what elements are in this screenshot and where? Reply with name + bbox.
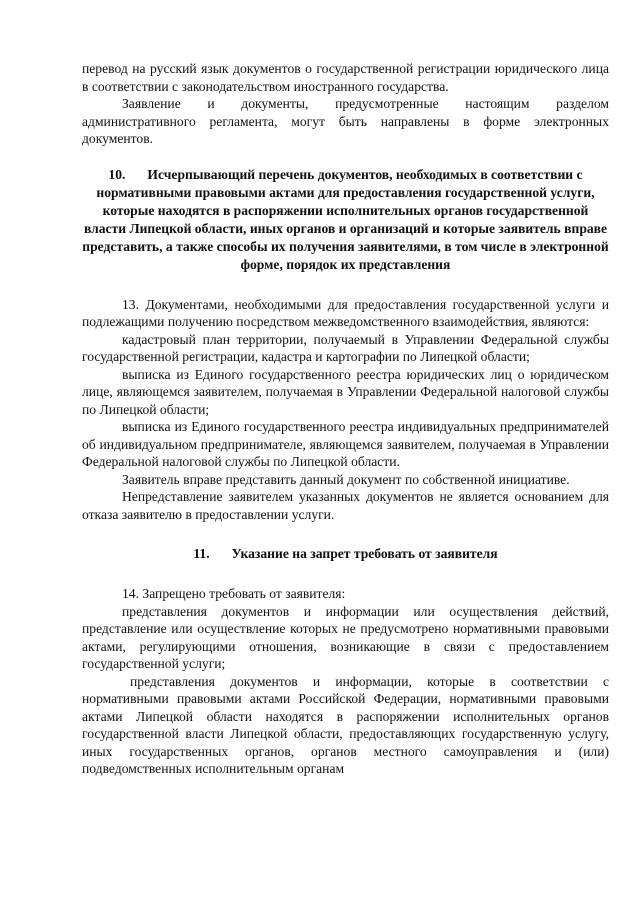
paragraph-14: 14. Запрещено требовать от заявителя: — [122, 586, 346, 601]
document-body — [82, 60, 609, 778]
list-item-prohibited-information: представления документов и информации, которые в соответствии с нормативными правовыми актами Российской Федерации, нормативными правовыми актами Липецкой области находятся в распоряжении исполнительных органов государственной власти Липецкой области, предоставляющих государственную услугу, иных государственных органов, органов местного самоуправления и (или) подведомственных исполнительным органам — [82, 673, 609, 776]
list-item-cadastral-plan: кадастровый план территории, получаемый в Управлении Федеральной службы государственной регистрации, кадастра и картографии по Липецкой области; — [82, 331, 609, 364]
section-10-heading — [82, 166, 609, 274]
section-11-heading — [82, 545, 609, 563]
section-11-number: 11. — [193, 546, 210, 561]
list-item-egrul-extract: выписка из Единого государственного реестра юридических лиц о юридическом лице, являющемся заявителем, получаемая в Управлении Федеральной налоговой службы по Липецкой области; — [82, 366, 609, 417]
section-10-title: Исчерпывающий перечень документов, необходимых в соответствии с нормативными правовыми актами для предоставления государственной услуги, которые находятся в распоряжении исполнительных органов государственной власти Липецкой области, иных органов и организаций и которые заявитель вправе представить, а также способы их получения заявителями, в том числе в электронной форме, порядок их представления — [82, 166, 609, 272]
paragraph-13: 13. Документами, необходимыми для предоставления государственной услуги и подлежащими получению посредством межведомственного взаимодействия, являются: — [82, 296, 609, 329]
paragraph-applicant-right: Заявитель вправе представить данный документ по собственной инициативе. — [122, 471, 570, 487]
paragraph-electronic-docs: Заявление и документы, предусмотренные настоящим разделом административного регламента, могут быть направлены в форме электронных документов. — [82, 96, 609, 146]
section-10-number: 10. — [108, 166, 126, 182]
list-item-prohibited-documents: представления документов и информации или осуществления действий, представление или осуществление которых не предусмотрено нормативными правовыми актами, регулирующими отношения, возникающие в связи с предоставлением государственной услуги; — [82, 603, 609, 671]
paragraph-non-submission: Непредставление заявителем указанных документов не является основанием для отказа заявителю в предоставлении услуги. — [82, 489, 609, 522]
list-item-egrip-extract: выписка из Единого государственного реестра индивидуальных предпринимателей об индивидуальном предпринимателе, являющемся заявителем, получаемая в Управлении Федеральной налоговой службы по Липецкой области. — [82, 419, 609, 469]
paragraph-translation: перевод на русский язык документов о государственной регистрации юридического лица в соответствии с законодательством иностранного государства. — [82, 61, 609, 94]
section-11-title: Указание на запрет требовать от заявителя — [231, 546, 498, 561]
